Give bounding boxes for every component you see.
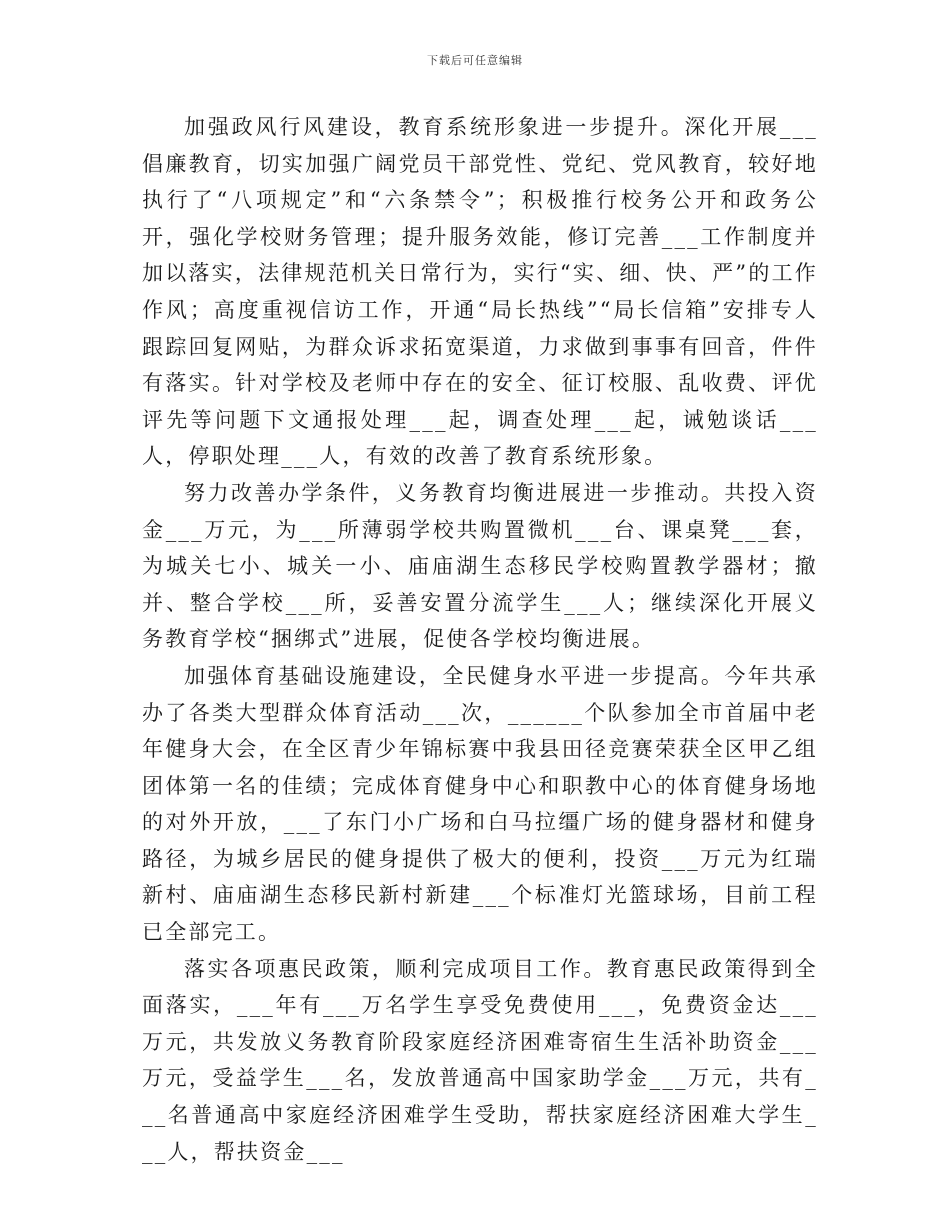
page-header-note: 下载后可任意编辑: [427, 54, 523, 67]
paragraph-school-conditions: 努力改善办学条件，义务教育均衡进展进一步推动。共投入资金___万元，为___所薄弱学校共购置微机___台、课桌凳___套，为城关七小、城关一小、庙庙湖生态移民学校购置教学器材；撤并、整合学校___所，妥善安置分流学生___人；继续深化开展义务教育学校“捆绑式”进展，促使各学校均衡进展。: [142, 480, 818, 652]
paragraph-sports-facilities: 加强体育基础设施建设，全民健身水平进一步提高。今年共承办了各类大型群众体育活动___次，______个队参加全市首届中老年健身大会，在全区青少年锦标赛中我县田径竞赛荣获全区甲乙组团体第一名的佳绩；完成体育健身中心和职教中心的体育健身场地的对外开放，___了东门小广场和白马拉缰广场的健身器材和健身路径，为城乡居民的健身提供了极大的便利，投资___万元为红瑞新村、庙庙湖生态移民新村新建___个标准灯光篮球场，目前工程已全部完工。: [142, 663, 818, 945]
paragraph-conduct: 加强政风行风建设，教育系统形象进一步提升。深化开展___倡廉教育，切实加强广阔党员干部党性、党纪、党风教育，较好地执行了“八项规定”和“六条禁令”；积极推行校务公开和政务公开，强化学校财务管理；提升服务效能，修订完善___工作制度并加以落实，法律规范机关日常行为，实行“实、细、快、严”的工作作风；高度重视信访工作，开通“局长热线”“局长信箱”安排专人跟踪回复网贴，为群众诉求拓宽渠道，力求做到事事有回音，件件有落实。针对学校及老师中存在的安全、征订校服、乱收费、评优评先等问题下文通报处理___起，调查处理___起，诫勉谈话___人，停职处理___人，有效的改善了教育系统形象。: [142, 115, 818, 469]
paragraph-benefit-policies: 落实各项惠民政策，顺利完成项目工作。教育惠民政策得到全面落实，___年有___万名学生享受免费使用___，免费资金达___万元，共发放义务教育阶段家庭经济困难寄宿生生活补助资金___万元，受益学生___名，发放普通高中国家助学金___万元，共有___名普通高中家庭经济困难学生受助，帮扶家庭经济困难大学生___人，帮扶资金___: [142, 956, 818, 1164]
document-body: [142, 109, 818, 1170]
